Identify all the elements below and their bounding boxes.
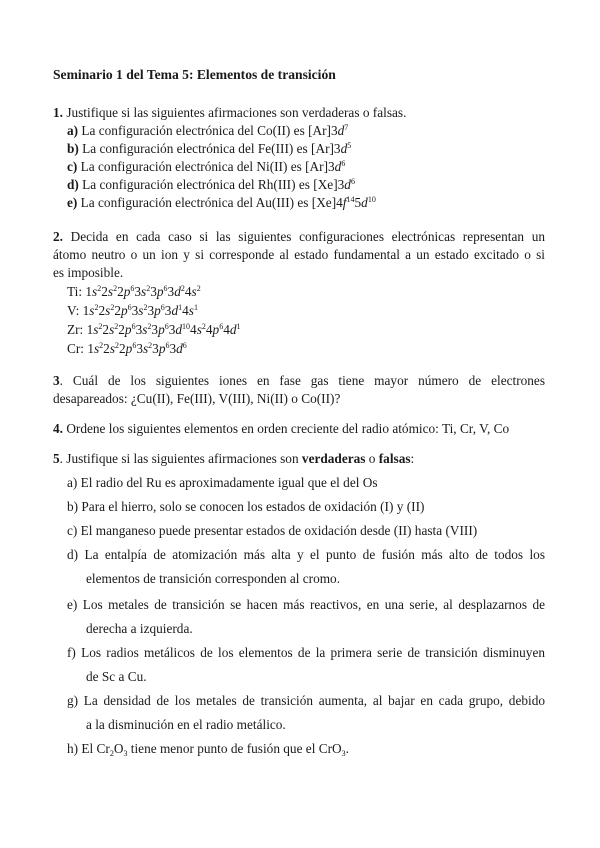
- question-text: Justifique si las siguientes afirmaciones son verdaderas o falsas.: [66, 105, 407, 120]
- question-5: 5. Justifique si las siguientes afirmaciones son verdaderas o falsas:: [53, 451, 415, 466]
- question-2-line-2: átomo neutro o un ion y si corresponde al estado fundamental a un estado excitado o si: [53, 247, 545, 262]
- question-1: [53, 104, 406, 121]
- q1-item-c: c) La configuración electrónica del Ni(II) es $[Ar]3d^6$: [67, 159, 346, 174]
- question-number: 2.: [53, 229, 63, 244]
- question-2: 2. Decida en cada caso si las siguientes configuraciones electrónicas representan un: [53, 229, 545, 244]
- q5-item-g: g) La densidad de los metales de transición aumenta, al bajar en cada grupo, debido: [67, 693, 545, 708]
- q5-item-f-cont: de Sc a Cu.: [86, 669, 147, 684]
- q5-item-d: d) La entalpía de atomización más alta y el punto de fusión más alto de todos los: [67, 547, 545, 562]
- config-label: V:: [67, 303, 80, 318]
- q5-item-e-cont: derecha a izquierda.: [86, 621, 193, 636]
- q5-item-h: h) El $Cr_2O_3$ tiene menor punto de fusión que el CrO$_3$.: [67, 741, 349, 758]
- q1-item-e: e) La configuración electrónica del Au(III) es $[Xe]4f^{14}5d^{10}$: [67, 195, 376, 210]
- config-label: Zr:: [67, 322, 84, 337]
- config-line: Zr: $1s^22s^22p^63s^23p^63d^{10}4s^24p^64d^1$: [67, 322, 241, 337]
- q1-item-b: b) La configuración electrónica del Fe(III) es $[Ar]3d^5$: [67, 141, 352, 156]
- document-title: Seminario 1 del Tema 5: Elementos de transición: [53, 67, 336, 82]
- config-label: Ti:: [67, 284, 83, 299]
- q5-item-a: a) El radio del Ru es aproximadamente igual que el del Os: [67, 475, 378, 490]
- question-2-line-3: es imposible.: [53, 265, 124, 280]
- question-number: 4.: [53, 421, 63, 436]
- q5-item-f: f) Los radios metálicos de los elementos de la primera serie de transición disminuyen: [67, 645, 545, 660]
- config-line: V: $1s^22s^22p^63s^23p^63d^14s^1$: [67, 303, 198, 318]
- question-number: 3: [53, 373, 60, 388]
- question-number: 1.: [53, 105, 63, 120]
- question-number: 5: [53, 451, 60, 466]
- question-4: 4. Ordene los siguientes elementos en orden creciente del radio atómico: Ti, Cr, V, Co: [53, 421, 510, 436]
- q5-item-g-cont: a la disminución en el radio metálico.: [86, 717, 286, 732]
- q5-item-e: e) Los metales de transición se hacen más reactivos, en una serie, al desplazarnos de: [67, 597, 545, 612]
- config-label: Cr:: [67, 341, 84, 356]
- q1-item-d: d) La configuración electrónica del Rh(III) es $[Xe]3d^6$: [67, 177, 355, 192]
- config-line: Ti: $1s^22s^22p^63s^23p^63d^24s^2$: [67, 284, 201, 299]
- question-3-line-2: desapareados: ¿Cu(II), Fe(III), V(III), Ni(II) o Co(II)?: [53, 391, 341, 406]
- config-line: Cr: $1s^22s^22p^63s^23p^63d^6$: [67, 341, 187, 356]
- q1-item-a: a) La configuración electrónica del Co(II) es $[Ar]3d^7$: [67, 123, 349, 138]
- question-3: 3. Cuál de los siguientes iones en fase gas tiene mayor número de electrones: [53, 373, 545, 388]
- q5-item-d-cont: elementos de transición corresponden al cromo.: [86, 571, 341, 586]
- q5-item-c: c) El manganeso puede presentar estados de oxidación desde (II) hasta (VIII): [67, 523, 478, 538]
- q5-item-b: b) Para el hierro, solo se conocen los estados de oxidación (I) y (II): [67, 499, 425, 514]
